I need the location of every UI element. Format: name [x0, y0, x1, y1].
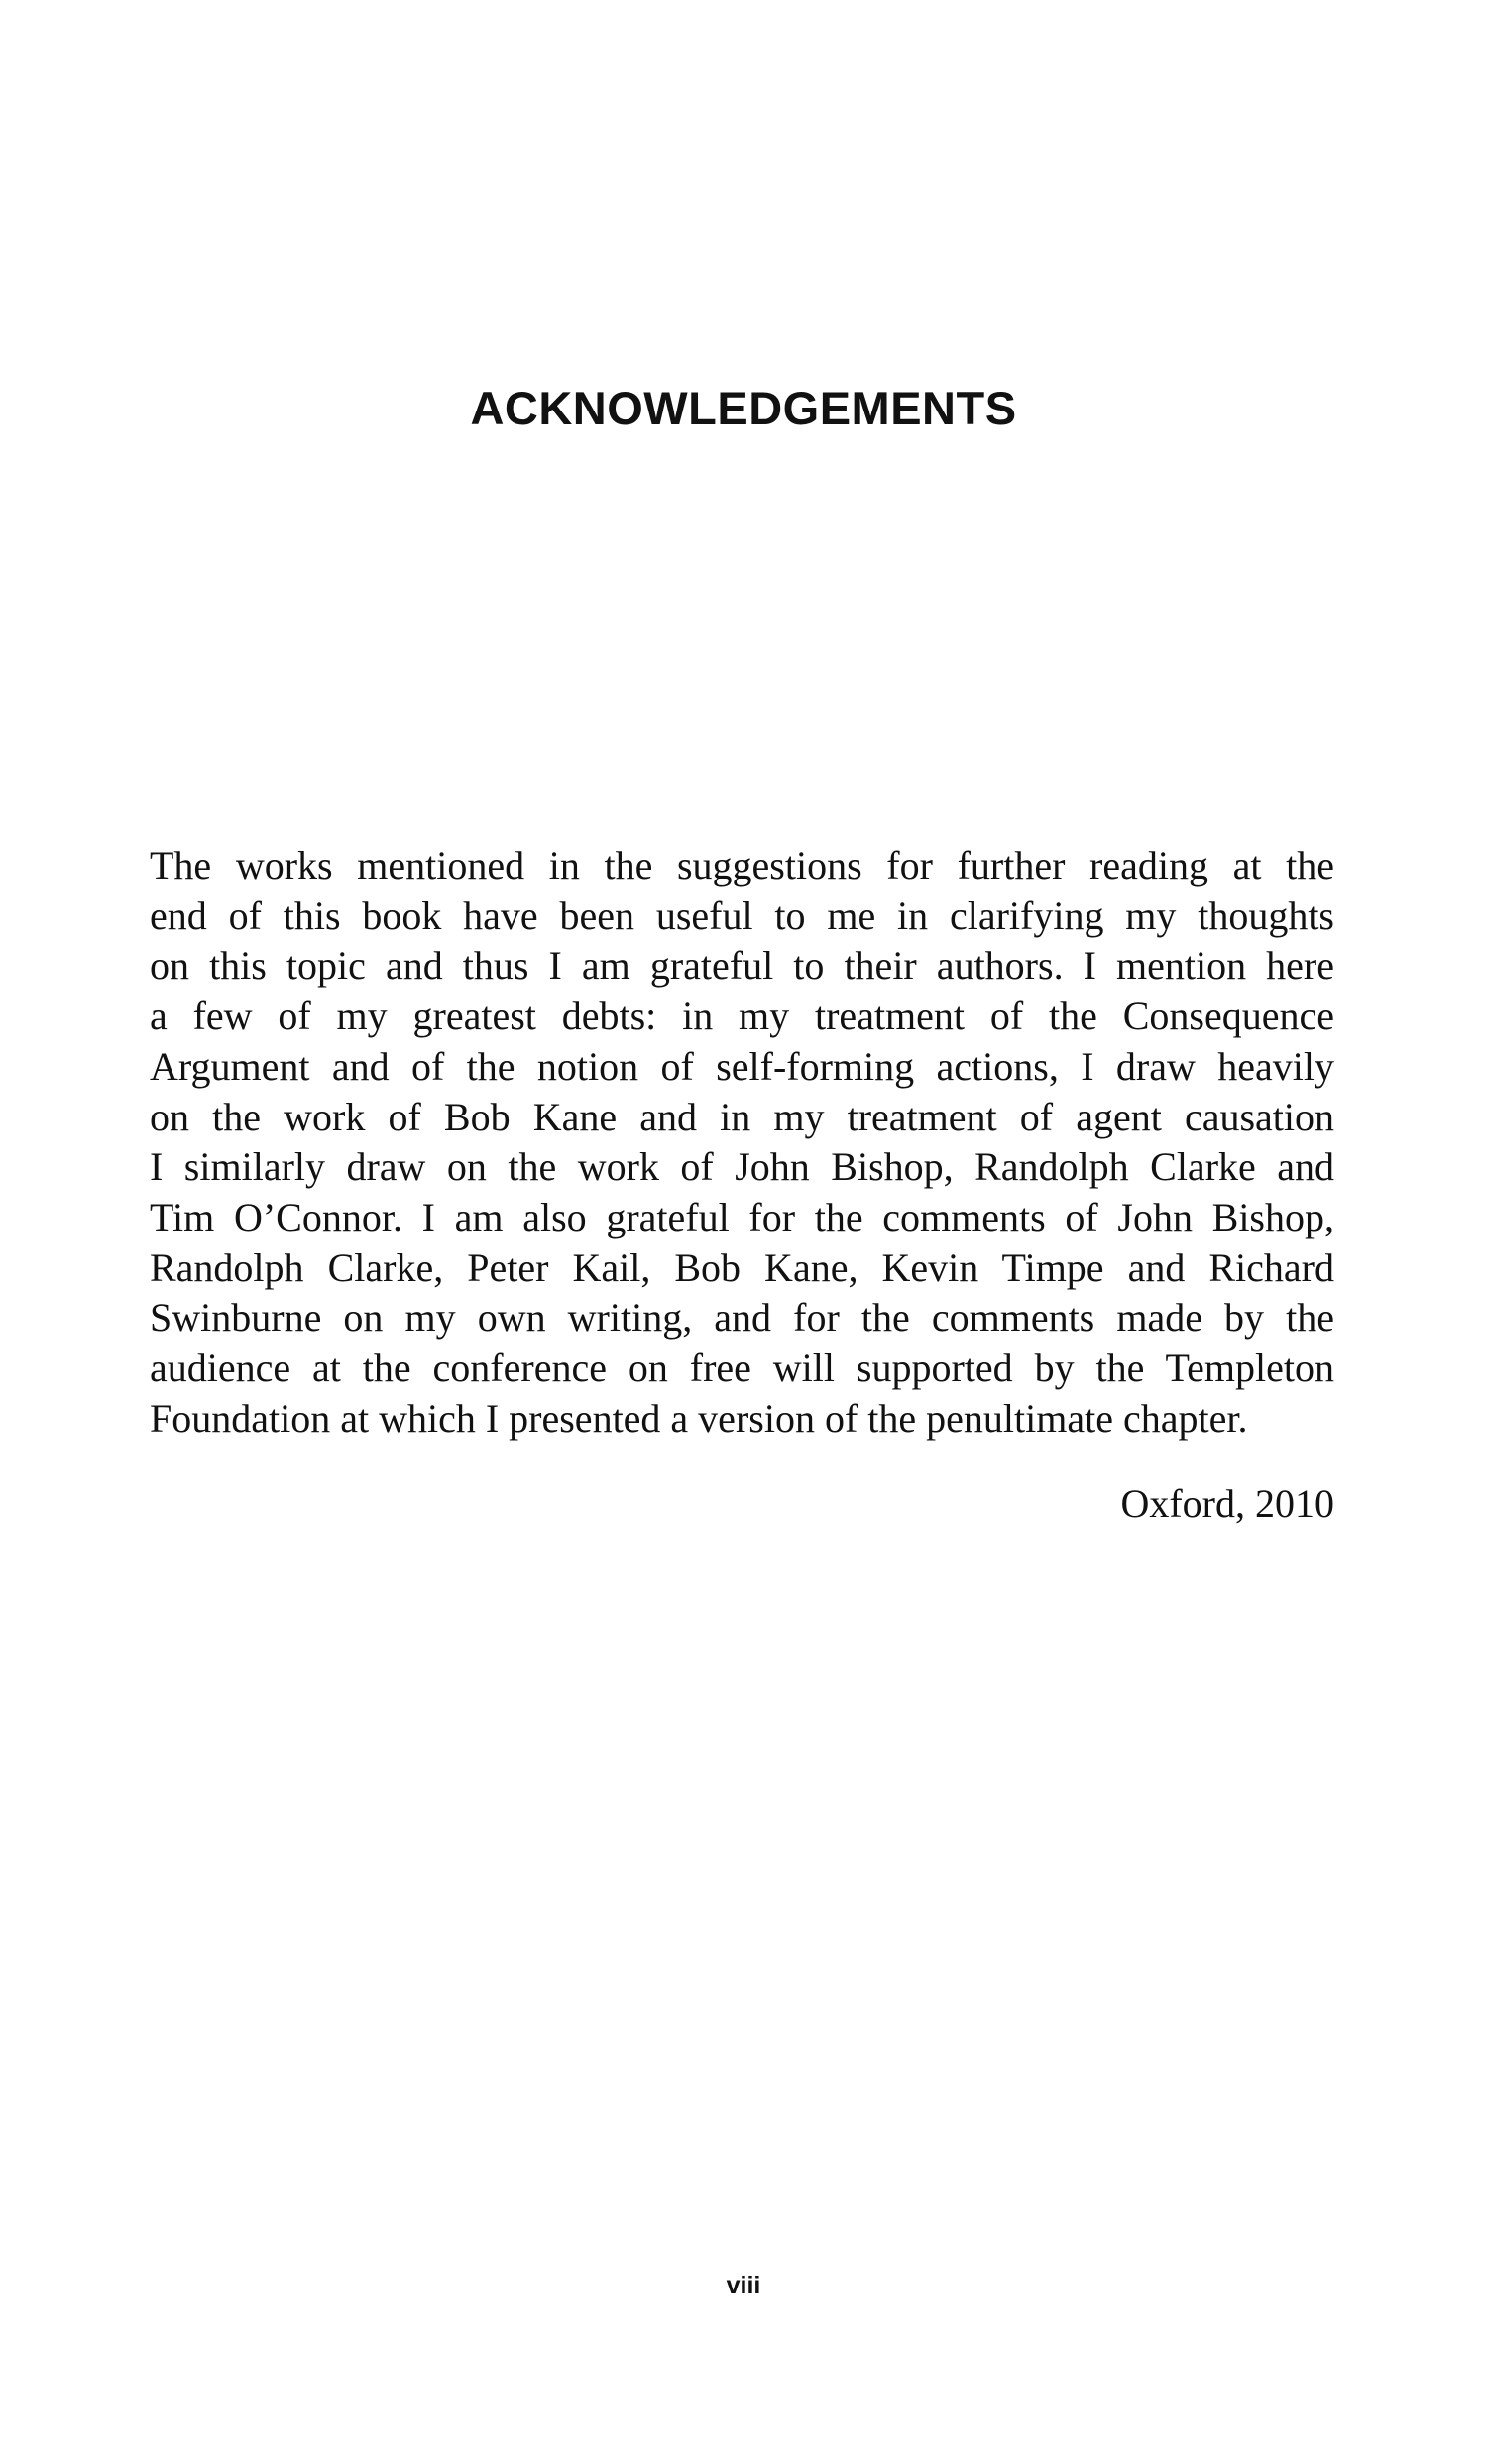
- paragraph-line: Swinburne on my own writing, and for the comments made by the: [150, 1295, 1334, 1341]
- paragraph-line: Randolph Clarke, Peter Kail, Bob Kane, Kevin Timpe and Richard: [150, 1244, 1334, 1290]
- paragraph-line: a few of my greatest debts: in my treatment of the Consequence: [150, 994, 1334, 1039]
- signoff: Oxford, 2010: [1120, 1481, 1334, 1526]
- paragraph-line: Foundation at which I presented a version of the penultimate chapter.: [150, 1395, 1248, 1441]
- paragraph-line: I similarly draw on the work of John Bishop, Randolph Clarke and: [150, 1144, 1334, 1190]
- paragraph-line: on this topic and thus I am grateful to their authors. I mention here: [150, 943, 1334, 989]
- page-number: viii: [726, 2272, 761, 2299]
- paragraph-line: on the work of Bob Kane and in my treatment of agent causation: [150, 1094, 1334, 1139]
- paragraph-line: end of this book have been useful to me in clarifying my thoughts: [150, 892, 1334, 938]
- acknowledgements-paragraph: [150, 841, 1334, 1444]
- paragraph-line: Argument and of the notion of self-forming actions, I draw heavily: [150, 1043, 1334, 1089]
- paragraph-line: Tim O’Connor. I am also grateful for the comments of John Bishop,: [150, 1194, 1334, 1239]
- paragraph-line: The works mentioned in the suggestions for further reading at the: [150, 843, 1334, 887]
- page-heading: ACKNOWLEDGEMENTS: [470, 382, 1017, 434]
- paragraph-line: audience at the conference on free will supported by the Templeton: [150, 1346, 1334, 1391]
